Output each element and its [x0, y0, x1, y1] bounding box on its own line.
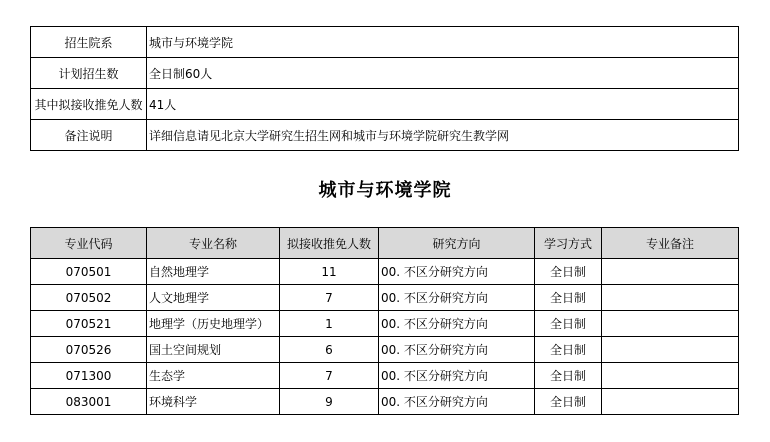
header-recommended-count: 拟接收推免人数 [280, 228, 379, 259]
major-name: 环境科学 [147, 389, 280, 415]
header-major-code: 专业代码 [31, 228, 147, 259]
majors-table [30, 227, 739, 415]
header-study-mode: 学习方式 [535, 228, 602, 259]
info-row-remarks [31, 120, 739, 151]
major-name: 地理学（历史地理学） [147, 311, 280, 337]
major-remarks [602, 363, 739, 389]
table-row [31, 389, 739, 415]
major-code: 071300 [31, 363, 147, 389]
major-remarks [602, 389, 739, 415]
majors-header-row [31, 228, 739, 259]
recommended-count: 1 [280, 311, 379, 337]
header-major-name: 专业名称 [147, 228, 280, 259]
table-row [31, 259, 739, 285]
info-value: 城市与环境学院 [147, 27, 739, 58]
major-remarks [602, 259, 739, 285]
info-value: 详细信息请见北京大学研究生招生网和城市与环境学院研究生教学网 [147, 120, 739, 151]
research-direction: 00. 不区分研究方向 [379, 389, 535, 415]
table-row [31, 311, 739, 337]
header-major-remarks: 专业备注 [602, 228, 739, 259]
study-mode: 全日制 [535, 363, 602, 389]
info-value: 41人 [147, 89, 739, 120]
research-direction: 00. 不区分研究方向 [379, 259, 535, 285]
research-direction: 00. 不区分研究方向 [379, 337, 535, 363]
major-code: 070521 [31, 311, 147, 337]
major-code: 083001 [31, 389, 147, 415]
recommended-count: 11 [280, 259, 379, 285]
study-mode: 全日制 [535, 285, 602, 311]
research-direction: 00. 不区分研究方向 [379, 363, 535, 389]
major-name: 国土空间规划 [147, 337, 280, 363]
research-direction: 00. 不区分研究方向 [379, 311, 535, 337]
recommended-count: 7 [280, 363, 379, 389]
admission-info-table [30, 26, 739, 151]
info-row-plan [31, 58, 739, 89]
info-label: 招生院系 [31, 27, 147, 58]
recommended-count: 7 [280, 285, 379, 311]
major-remarks [602, 311, 739, 337]
info-label: 计划招生数 [31, 58, 147, 89]
info-label: 备注说明 [31, 120, 147, 151]
recommended-count: 6 [280, 337, 379, 363]
major-remarks [602, 285, 739, 311]
section-title: 城市与环境学院 [318, 180, 452, 201]
info-label: 其中拟接收推免人数 [31, 89, 147, 120]
study-mode: 全日制 [535, 389, 602, 415]
major-code: 070526 [31, 337, 147, 363]
study-mode: 全日制 [535, 259, 602, 285]
recommended-count: 9 [280, 389, 379, 415]
major-remarks [602, 337, 739, 363]
major-name: 自然地理学 [147, 259, 280, 285]
info-row-department [31, 27, 739, 58]
research-direction: 00. 不区分研究方向 [379, 285, 535, 311]
table-row [31, 337, 739, 363]
info-value: 全日制60人 [147, 58, 739, 89]
study-mode: 全日制 [535, 311, 602, 337]
major-name: 生态学 [147, 363, 280, 389]
table-row [31, 363, 739, 389]
table-row [31, 285, 739, 311]
major-name: 人文地理学 [147, 285, 280, 311]
major-code: 070502 [31, 285, 147, 311]
study-mode: 全日制 [535, 337, 602, 363]
header-research-direction: 研究方向 [379, 228, 535, 259]
major-code: 070501 [31, 259, 147, 285]
info-row-recommended [31, 89, 739, 120]
